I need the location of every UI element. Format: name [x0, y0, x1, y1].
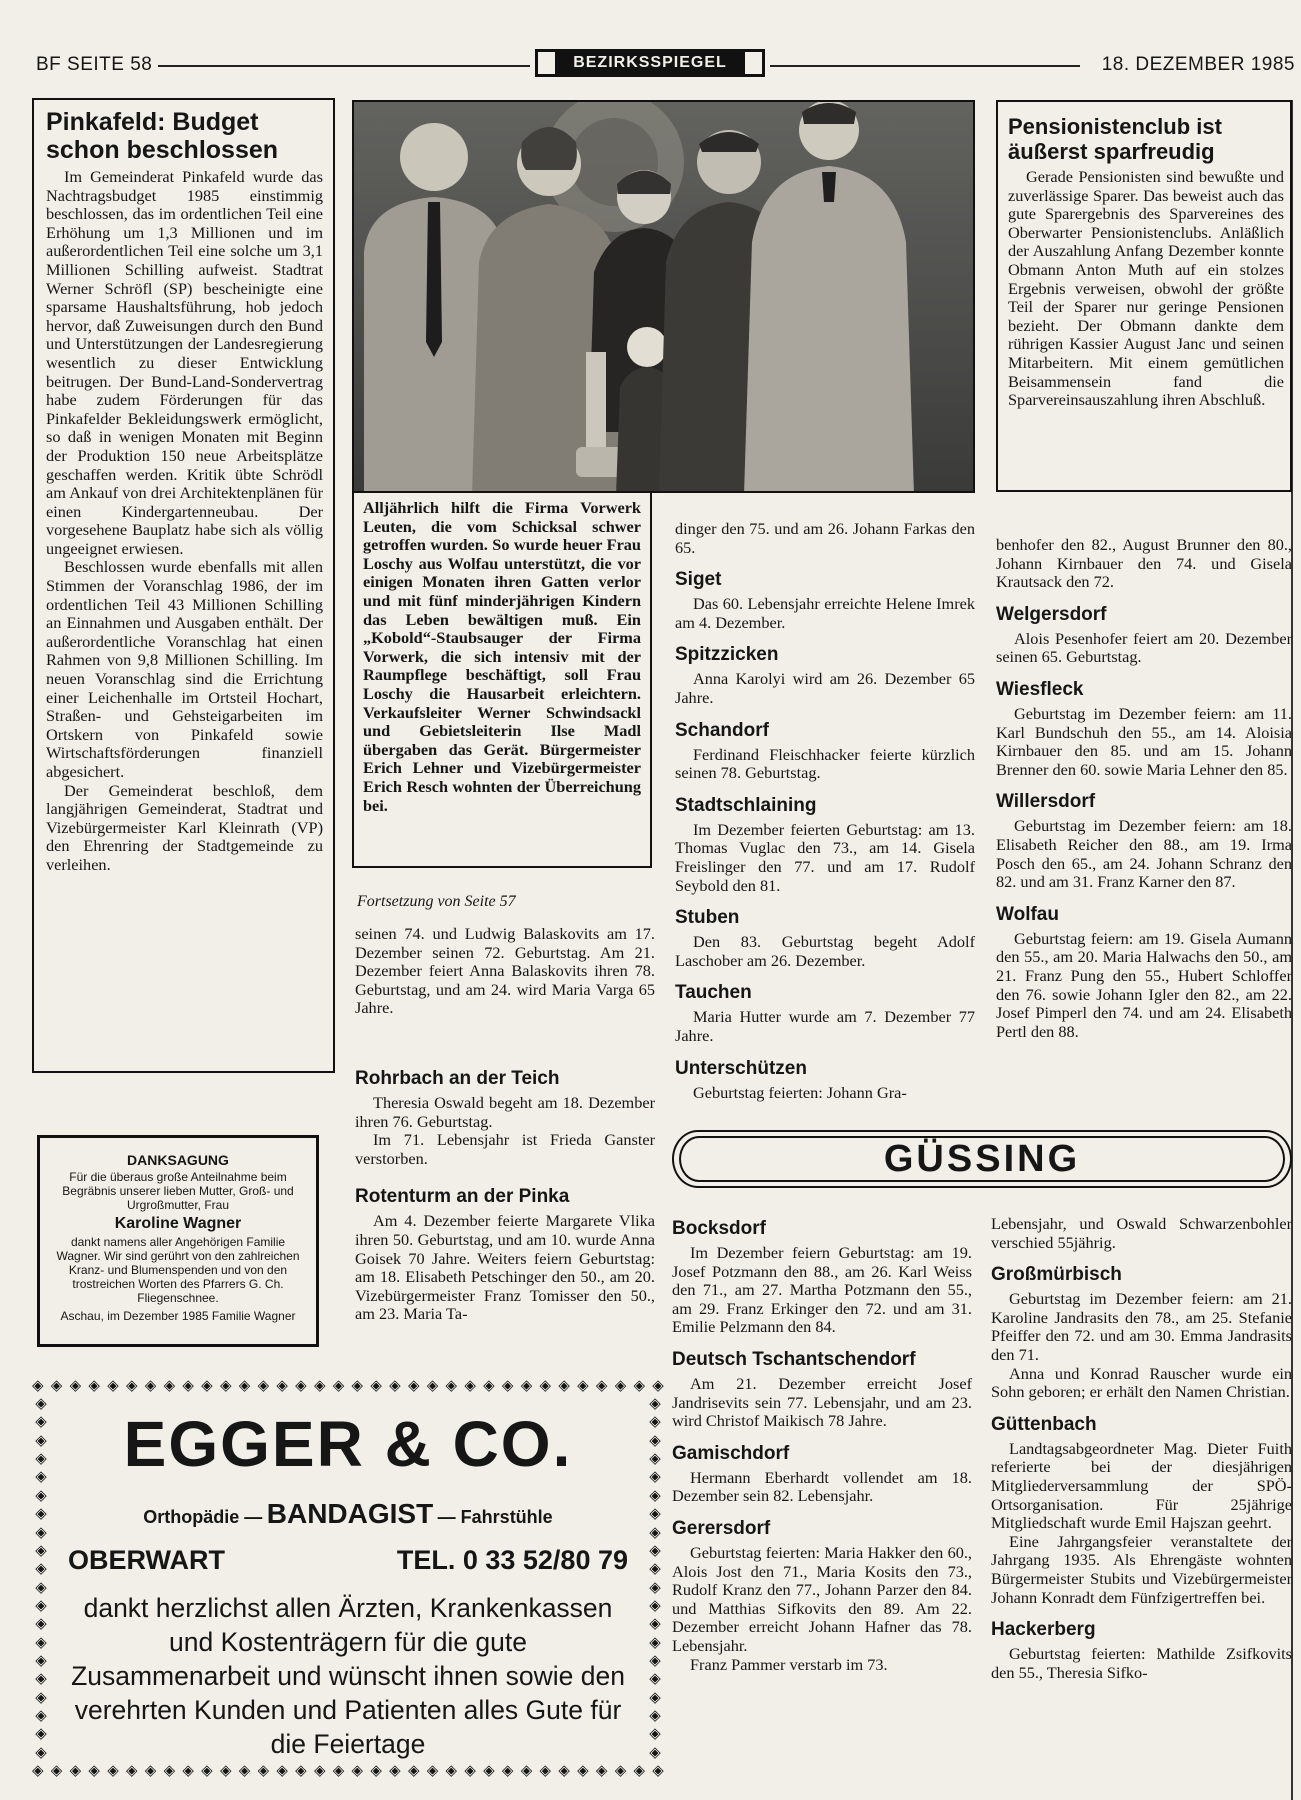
paragraph: Am 21. Dezember erreicht Josef Jandrisevits sein 77. Lebensjahr, und am 23. wird Christof Maikisch 78 Jahre.	[672, 1373, 972, 1431]
deceased-name: Karoline Wagner	[114, 1215, 242, 1232]
town-section	[675, 569, 975, 632]
diamond-ornament: ◈	[614, 1378, 627, 1394]
diamond-ornament: ◈	[501, 1763, 514, 1779]
paragraph: Gerade Pensionisten sind bewußte und zuverlässige Sparer. Das beweist auch das gute Sparergebnis des Sparvereines des Oberwarter Pensionistenclubs. Anläßlich der Auszahlung Anfang Dezember konnte Obmann Anton Muth auf ein stolzes Ergebnis verweisen, obwohl der größte Teil der Sparer nur geringe Pensionen bezieht. Der Obmann dankte dem rührigen Kassier August Janc und seinen Mitarbeitern. Mit einem gemütlichen Beisammensein fand die Sparvereinsauszahlung ihren Abschluß.	[1008, 167, 1284, 410]
article-body	[46, 168, 323, 875]
diamond-ornament: ◈	[35, 1451, 47, 1468]
header-rule-right	[770, 65, 1080, 67]
town-section	[675, 907, 975, 970]
header-rule-left	[158, 65, 530, 67]
town-section	[672, 1443, 972, 1506]
diamond-ornament: ◈	[595, 1763, 608, 1779]
diamond-border-bottom	[32, 1762, 664, 1780]
diamond-ornament: ◈	[125, 1378, 138, 1394]
town-section	[355, 1186, 655, 1324]
diamond-ornament: ◈	[295, 1378, 307, 1394]
notice-title: DANKSAGUNG	[127, 1152, 229, 1168]
town-heading: Großmürbisch	[991, 1264, 1122, 1286]
paragraph: Anna Karolyi wird am 26. Dezember 65 Jahre.	[675, 669, 975, 707]
diamond-ornament: ◈	[144, 1378, 157, 1394]
diamond-ornament: ◈	[577, 1763, 589, 1779]
town-section	[991, 1414, 1292, 1607]
town-heading: Rotenturm an der Pinka	[355, 1186, 570, 1208]
diamond-ornament: ◈	[144, 1763, 157, 1779]
diamond-ornament: ◈	[332, 1763, 345, 1779]
diamond-ornament: ◈	[649, 1561, 661, 1578]
diamond-ornament: ◈	[407, 1378, 420, 1394]
town-heading: Tauchen	[675, 982, 752, 1004]
diamond-ornament: ◈	[445, 1763, 458, 1779]
company-phone: TEL. 0 33 52/80 79	[396, 1545, 628, 1575]
notice-body-2: dankt namens aller Angehörigen Familie Wagner. Wir sind gerührt von den zahlreichen Kranz- und Blumenspenden und von den trostreichen Worten des Pfarrers G. Ch. Fliegenschnee.	[56, 1235, 300, 1305]
diamond-ornament: ◈	[633, 1378, 646, 1394]
paragraph: Hermann Eberhardt vollendet am 18. Dezember sein 82. Lebensjahr.	[672, 1467, 972, 1506]
diamond-ornament: ◈	[649, 1396, 661, 1412]
diamond-ornament: ◈	[88, 1763, 100, 1779]
town-section	[355, 1068, 655, 1168]
paragraph: Im Dezember feiern Geburtstag: am 19. Josef Potzmann den 88., am 26. Karl Weiss den 71., am 27. Martha Potzmann den 55., am 29. Franz Erkinger den 72. und am 31. Emilie Pelzmann den 84.	[672, 1243, 972, 1337]
diamond-ornament: ◈	[35, 1432, 47, 1449]
diamond-ornament: ◈	[649, 1451, 661, 1468]
diamond-ornament: ◈	[389, 1378, 401, 1394]
paragraph: Geburtstag feierten: Mathilde Zsifkovits den 55., Theresia Sifko-	[991, 1644, 1292, 1682]
paragraph: Im 71. Lebensjahr ist Frieda Ganster verstorben.	[355, 1130, 655, 1168]
article-pinkafeld	[32, 98, 335, 1073]
column-4-sections	[996, 536, 1292, 1041]
town-heading: Gamischdorf	[672, 1442, 790, 1464]
paragraph: Theresia Oswald begeht am 18. Dezember ihren 76. Geburtstag.	[355, 1093, 655, 1131]
column-2-sections	[355, 1068, 655, 1324]
section-title: BEZIRKSSPIEGEL	[555, 52, 745, 74]
diamond-ornament: ◈	[238, 1763, 251, 1779]
town-heading: Gerersdorf	[672, 1517, 771, 1539]
diamond-ornament: ◈	[69, 1763, 82, 1779]
diamond-ornament: ◈	[35, 1689, 47, 1706]
diamond-ornament: ◈	[649, 1689, 661, 1706]
guessing-column-left	[672, 1218, 972, 1674]
diamond-ornament: ◈	[35, 1708, 47, 1725]
diamond-ornament: ◈	[445, 1378, 458, 1394]
diamond-ornament: ◈	[35, 1506, 47, 1523]
town-heading: Bocksdorf	[672, 1218, 766, 1239]
diamond-ornament: ◈	[649, 1744, 661, 1761]
diamond-ornament: ◈	[35, 1561, 47, 1578]
diamond-border-top	[32, 1377, 664, 1395]
diamond-ornament: ◈	[558, 1378, 570, 1394]
town-section	[675, 720, 975, 783]
diamond-ornament: ◈	[649, 1414, 661, 1431]
diamond-ornament: ◈	[633, 1763, 646, 1779]
paragraph: dinger den 75. und am 26. Johann Farkas den 65.	[675, 519, 975, 557]
photo-caption-box	[352, 493, 652, 868]
diamond-ornament: ◈	[35, 1634, 47, 1651]
diamond-ornament: ◈	[370, 1763, 382, 1779]
diamond-ornament: ◈	[351, 1763, 364, 1779]
diamond-ornament: ◈	[276, 1763, 288, 1779]
town-section	[991, 1619, 1292, 1682]
paragraph: Landtagsabgeordneter Mag. Dieter Fuith referierte bei der diesjährigen Mitgliederversammlung der SPÖ-Ortsorganisation. Für 25jährige Mitgliedschaft wurde Emil Hajszan geehrt.	[991, 1438, 1292, 1533]
paragraph: Geburtstag im Dezember feiern: am 18. Elisabeth Reicher den 88., am 19. Irma Posch den 65., am 24. Johann Schranz den 82. und am 31. Franz Karner den 87.	[996, 816, 1292, 892]
diamond-ornament: ◈	[558, 1763, 570, 1779]
paragraph: Geburtstag im Dezember feiern: am 21. Karoline Jandrasits den 78., am 25. Stefanie Pfeiffer den 72. und am 30. Emma Jandrasits den 71.	[991, 1289, 1292, 1364]
section-title-box	[535, 49, 765, 77]
paragraph: Geburtstag feiern: am 19. Gisela Aumann den 55., am 20. Maria Halwachs den 50., am 21. Franz Pung den 55., Hubert Schloffer den 76. sowie Johann Igler den 82., am 22. Josef Pimperl den 74. und am 24. Elisabeth Pertl den 88.	[996, 928, 1292, 1041]
paragraph: Der Gemeinderat beschloß, dem langjährigen Gemeinderat, Stadtrat und Vizebürgermeister Karl Kleinrath (VP) den Ehrenring der Stadtgemeinde zu verleihen.	[46, 780, 323, 874]
town-heading: Siget	[675, 569, 722, 591]
diamond-ornament: ◈	[649, 1616, 661, 1633]
diamond-ornament: ◈	[313, 1378, 326, 1394]
diamond-ornament: ◈	[389, 1763, 401, 1779]
diamond-ornament: ◈	[649, 1671, 661, 1688]
banner-inner-frame	[679, 1136, 1285, 1182]
town-heading: Willersdorf	[996, 791, 1096, 813]
diamond-ornament: ◈	[35, 1671, 47, 1688]
diamond-ornament: ◈	[35, 1726, 47, 1743]
diamond-ornament: ◈	[483, 1378, 495, 1394]
diamond-ornament: ◈	[276, 1378, 288, 1394]
photo-caption	[363, 499, 641, 815]
diamond-ornament: ◈	[201, 1763, 213, 1779]
diamond-ornament: ◈	[35, 1597, 47, 1614]
diamond-ornament: ◈	[35, 1653, 47, 1670]
paragraph: Am 4. Dezember feierte Margarete Vlika ihren 50. Geburtstag, und am 10. wurde Anna Goisek 70 Jahre. Weiters feiern Geburtstag: am 18. Elisabeth Petschinger den 50., am 20. Vizebürgermeister Franz Tomisser den 50., am 23. Maria Ta-	[355, 1211, 655, 1324]
diamond-ornament: ◈	[313, 1763, 326, 1779]
diamond-ornament: ◈	[107, 1763, 119, 1779]
diamond-ornament: ◈	[50, 1378, 63, 1394]
company-services	[32, 1498, 664, 1530]
diamond-ornament: ◈	[426, 1763, 439, 1779]
article-title: Pensionistenclub ist äußerst sparfreudig	[1008, 114, 1222, 164]
diamond-ornament: ◈	[88, 1378, 100, 1394]
diamond-ornament: ◈	[370, 1378, 382, 1394]
diamond-ornament: ◈	[35, 1469, 47, 1486]
region-title: GÜSSING	[883, 1137, 1081, 1180]
ad-message: dankt herzlichst allen Ärzten, Krankenkassen und Kostenträgern für die gute Zusammenarbeit und wünscht ihnen sowie den verehrten Kunden und Patienten alles Gute für die Feiertage	[71, 1593, 625, 1759]
town-heading: Güttenbach	[991, 1413, 1097, 1435]
diamond-ornament: ◈	[652, 1378, 664, 1394]
article-pensionistenclub	[996, 100, 1292, 492]
advertisement-egger	[32, 1377, 664, 1780]
paragraph: Geburtstag feierten: Maria Hakker den 60., Alois Jost den 71., Maria Kosits den 73., Rudolf Kranz den 77., Johann Parzer den 84. und Matthias Sifkovits den 89. Am 22. Dezember erreicht Johann Hafner das 78. Lebensjahr.	[672, 1542, 972, 1655]
diamond-ornament: ◈	[257, 1763, 270, 1779]
town-heading: Stuben	[675, 907, 740, 929]
diamond-ornament: ◈	[182, 1378, 194, 1394]
paragraph: Den 83. Geburtstag begeht Adolf Laschober am 26. Dezember.	[675, 932, 975, 970]
town-heading: Rohrbach an der Teich	[355, 1068, 560, 1089]
town-heading: Stadtschlaining	[675, 794, 817, 816]
paragraph: Maria Hutter wurde am 7. Dezember 77 Jahre.	[675, 1007, 975, 1045]
diamond-ornament: ◈	[257, 1378, 270, 1394]
paragraph: Anna und Konrad Rauscher wurde ein Sohn geboren; er erhält den Namen Christian.	[991, 1363, 1292, 1402]
diamond-ornament: ◈	[32, 1378, 44, 1394]
diamond-ornament: ◈	[35, 1414, 47, 1431]
town-heading: Deutsch Tschantschendorf	[672, 1348, 916, 1370]
paragraph: Geburtstag im Dezember feiern: am 11. Karl Bundschuh den 55., am 14. Aloisia Kirnbauer den 85. und am 15. Johann Brenner den 60. sowie Maria Lehner den 85.	[996, 703, 1292, 779]
paragraph: seinen 74. und Ludwig Balaskovits am 17. Dezember seinen 72. Geburtstag. Am 21. Dezember feiert Anna Balaskovits ihren 78. Geburtstag, und am 24. wird Maria Varga 65 Jahre.	[355, 924, 655, 1018]
diamond-ornament: ◈	[464, 1378, 476, 1394]
town-heading: Wolfau	[996, 903, 1059, 925]
region-banner-guessing	[672, 1130, 1292, 1188]
diamond-ornament: ◈	[32, 1763, 44, 1779]
town-section	[672, 1518, 972, 1674]
diamond-ornament: ◈	[295, 1763, 307, 1779]
diamond-ornament: ◈	[649, 1506, 661, 1523]
town-section	[672, 1349, 972, 1431]
diamond-ornament: ◈	[649, 1634, 661, 1651]
diamond-ornament: ◈	[35, 1487, 47, 1504]
town-section	[996, 904, 1292, 1042]
town-heading: Wiesfleck	[996, 678, 1084, 700]
diamond-ornament: ◈	[332, 1378, 345, 1394]
diamond-ornament: ◈	[649, 1597, 661, 1614]
diamond-ornament: ◈	[201, 1378, 213, 1394]
section-body	[996, 536, 1292, 592]
column-3-sections	[675, 520, 975, 1102]
paragraph: Geburtstag feierten: Johann Gra-	[693, 1082, 907, 1102]
town-section	[675, 644, 975, 707]
diamond-ornament: ◈	[520, 1763, 533, 1779]
article-title: Pinkafeld: Budget schon beschlossen	[46, 108, 279, 164]
paragraph: Eine Jahrgangsfeier veranstaltete der Jahrgang 1935. Als Ehrengäste wohnten Bürgermeister Stubits und Vizebürgermeister Johann Konradt dem Fünfzigertreffen bei.	[991, 1531, 1292, 1607]
diamond-ornament: ◈	[649, 1708, 661, 1725]
diamond-ornament: ◈	[351, 1378, 364, 1394]
caption-text: Alljährlich hilft die Firma Vorwerk Leuten, die vom Schicksal schwer getroffen wurden. So wurde heuer Frau Loschy aus Wolfau unterstützt, die vor einigen Monaten ihren Gatten verlor und mit fünf minderjährigen Kindern das Leben bewältigen muß. Ein „Kobold“-Staubsauger der Firma Vorwerk, die sich intensiv mit der Raumpflege beschäftigt, soll Frau Loschy die Hausarbeit erleichtern. Verkaufsleiter Werner Schwindsackl und Gebietsleiterin Ilse Madl übergaben das Gerät. Bürgermeister Erich Lehner und Vizebürgermeister Erich Resch wohnten der Überreichung bei.	[363, 498, 641, 815]
paragraph: Beschlossen wurde ebenfalls mit allen Stimmen der Voranschlag 1986, der im ordentlichen Teil 43 Millionen Schilling an Einnahmen und Ausgaben enthält. Der außerordentliche Voranschlag hat einen Rahmen von 9,8 Millionen Schilling. Im neuen Voranschlag sind die Errichtung einer Leichenhalle im Ortsteil Hochart, Straßen- und Gehsteigarbeiten im Ortskern von Pinkafeld sowie Wirtschaftsförderungen finanziell abgesichert.	[46, 557, 323, 781]
town-section	[675, 982, 975, 1045]
diamond-ornament: ◈	[649, 1524, 661, 1541]
section-body	[355, 1212, 655, 1324]
town-heading: Hackerberg	[991, 1619, 1096, 1641]
town-section	[675, 1058, 975, 1103]
notice-body: Für die überaus große Anteilnahme beim Begräbnis unserer lieben Mutter, Groß- und Urgroßmutter, Frau	[62, 1170, 294, 1212]
diamond-ornament: ◈	[219, 1763, 232, 1779]
paragraph: Alois Pesenhofer feiert am 20. Dezember seinen 65. Geburtstag.	[996, 628, 1292, 667]
section-body	[355, 1094, 655, 1168]
notice-footer: Aschau, im Dezember 1985 Familie Wagner	[60, 1309, 296, 1323]
diamond-ornament: ◈	[649, 1432, 661, 1449]
diamond-ornament: ◈	[577, 1378, 589, 1394]
company-name: EGGER & CO.	[123, 1408, 573, 1480]
continuation-block	[355, 893, 655, 1018]
service-right: — Fahrstühle	[437, 1507, 553, 1527]
section-body	[675, 520, 975, 557]
town-section	[996, 791, 1292, 891]
diamond-ornament: ◈	[163, 1378, 176, 1394]
continuation-text-block	[355, 925, 655, 1018]
paragraph: benhofer den 82., August Brunner den 80., Johann Kirnbauer den 74. und Gisela Krautsack den 72.	[996, 535, 1292, 592]
diamond-ornament: ◈	[649, 1469, 661, 1486]
town-heading: Spitzzicken	[675, 644, 779, 666]
diamond-ornament: ◈	[35, 1524, 47, 1541]
diamond-ornament: ◈	[50, 1763, 63, 1779]
diamond-ornament: ◈	[649, 1726, 661, 1743]
diamond-ornament: ◈	[407, 1763, 420, 1779]
diamond-ornament: ◈	[426, 1378, 439, 1394]
diamond-ornament: ◈	[219, 1378, 232, 1394]
diamond-ornament: ◈	[163, 1763, 176, 1779]
diamond-ornament: ◈	[520, 1378, 533, 1394]
diamond-ornament: ◈	[652, 1763, 664, 1779]
diamond-ornament: ◈	[649, 1542, 661, 1559]
town-heading: Schandorf	[675, 719, 769, 741]
diamond-ornament: ◈	[35, 1616, 47, 1633]
diamond-ornament: ◈	[483, 1763, 495, 1779]
diamond-ornament: ◈	[107, 1378, 119, 1394]
diamond-ornament: ◈	[649, 1653, 661, 1670]
town-section	[996, 604, 1292, 667]
article-body	[1008, 168, 1284, 410]
company-city: OBERWART	[68, 1545, 226, 1575]
diamond-ornament: ◈	[35, 1744, 47, 1761]
diamond-ornament: ◈	[464, 1763, 476, 1779]
diamond-ornament: ◈	[35, 1579, 47, 1596]
section-body	[991, 1215, 1292, 1252]
diamond-ornament: ◈	[182, 1763, 194, 1779]
diamond-ornament: ◈	[35, 1542, 47, 1559]
diamond-ornament: ◈	[539, 1378, 552, 1394]
diamond-ornament: ◈	[614, 1763, 627, 1779]
town-section	[996, 679, 1292, 779]
diamond-ornament: ◈	[69, 1378, 82, 1394]
town-section	[675, 795, 975, 895]
diamond-ornament: ◈	[125, 1763, 138, 1779]
paragraph: Das 60. Lebensjahr erreichte Helene Imrek am 4. Dezember.	[675, 594, 975, 632]
paragraph: Ferdinand Fleischhacker feierte kürzlich seinen 78. Geburtstag.	[675, 744, 975, 783]
diamond-ornament: ◈	[35, 1396, 47, 1412]
town-section	[672, 1218, 972, 1337]
continuation-note: Fortsetzung von Seite 57	[357, 893, 516, 910]
diamond-ornament: ◈	[649, 1579, 661, 1596]
diamond-ornament: ◈	[649, 1487, 661, 1504]
issue-date: 18. DEZEMBER 1985	[1101, 54, 1295, 75]
diamond-ornament: ◈	[238, 1378, 251, 1394]
diamond-ornament: ◈	[595, 1378, 608, 1394]
diamond-ornament: ◈	[501, 1378, 514, 1394]
paragraph: Im Gemeinderat Pinkafeld wurde das Nachtragsbudget 1985 einstimmig beschlossen, das im ordentlichen Teil eine Erhöhung um 1,3 Millionen und im außerordentlichen Teil eine solche um 3,1 Millionen Schilling aufweist. Stadtrat Werner Schröfl (SP) bescheinigte eine sparsame Haushaltsführung, hob jedoch hervor, daß Zuweisungen durch den Bund und Unterstützungen der Landesregierung wesentlich zu dieser Entwicklung beitrugen. Der Bund-Land-Sondervertrag habe zudem Förderungen für das Pinkafelder Bekleidungswerk ermöglicht, so daß in wenigen Monaten mit Beginn der Produktion 150 neue Arbeitsplätze geschaffen werden. Kritik übte Schrödl am Ankauf von drei Architektenplänen für einen Kindergartenneubau. Der vorgesehene Bauplatz habe sich als völlig ungeeignet erwiesen.	[46, 167, 323, 558]
service-left: Orthopädie —	[143, 1507, 263, 1527]
town-section	[991, 1264, 1292, 1402]
paragraph: Lebensjahr, und Oswald Schwarzenbohler verschied 55jährig.	[991, 1214, 1292, 1252]
diamond-ornament: ◈	[539, 1763, 552, 1779]
paragraph: Im Dezember feierten Geburtstag: am 13. Thomas Vuglac den 73., am 14. Gisela Freislinger den 77. und am 17. Rudolf Seybold den 81.	[675, 819, 975, 895]
town-heading: Unterschützen	[675, 1057, 807, 1079]
page-number: BF SEITE 58	[36, 54, 153, 75]
town-heading: Welgersdorf	[996, 603, 1107, 625]
guessing-column-right	[991, 1215, 1292, 1682]
group-photo	[352, 100, 975, 493]
obituary-notice	[37, 1135, 319, 1347]
service-main: BANDAGIST	[266, 1498, 434, 1529]
photo-image	[354, 102, 975, 493]
paragraph: Franz Pammer verstarb im 73.	[690, 1654, 888, 1674]
